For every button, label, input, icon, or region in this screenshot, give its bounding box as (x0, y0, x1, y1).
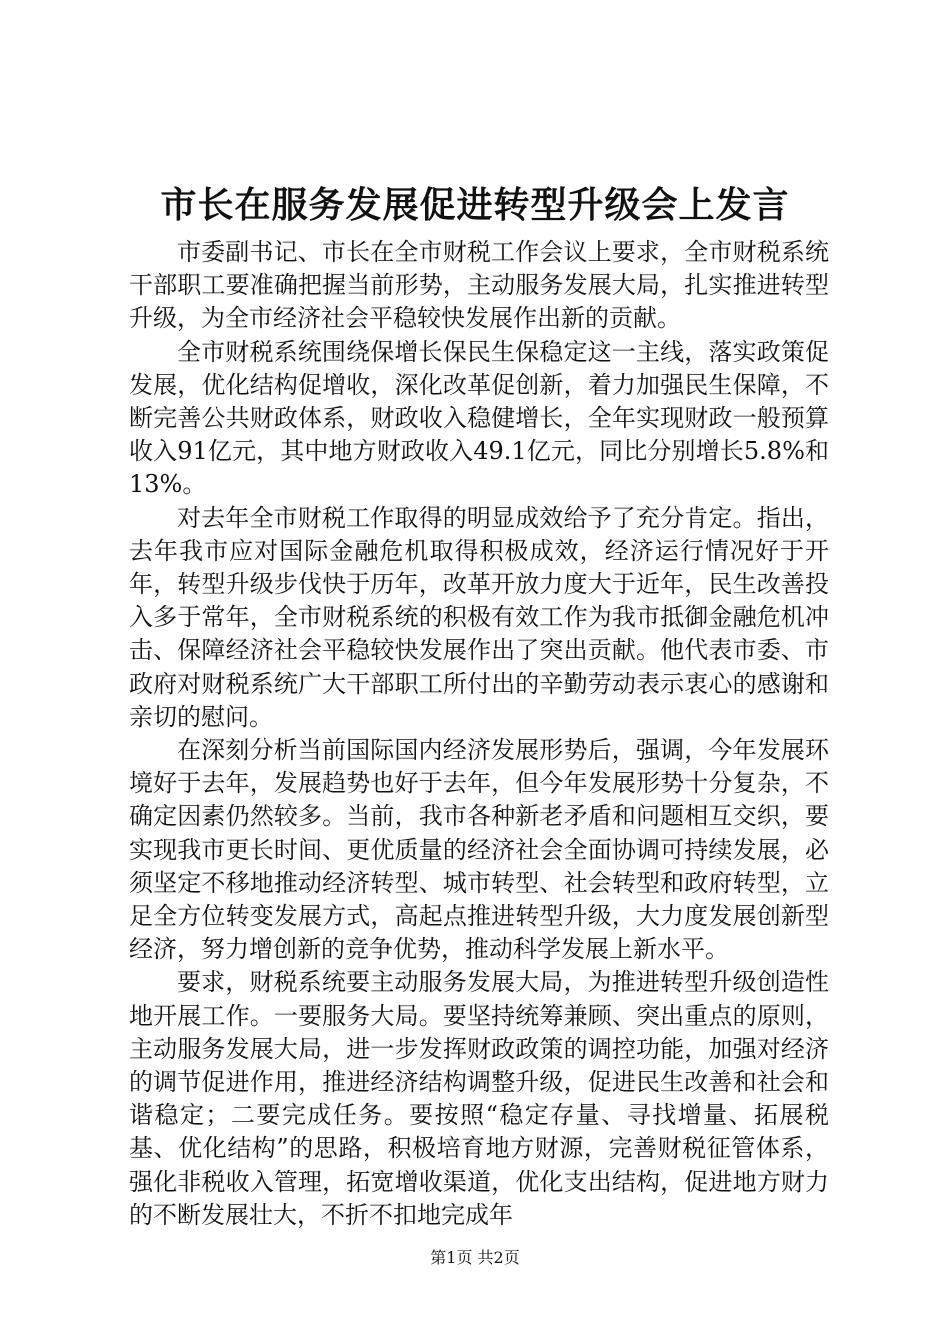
paragraph: 要求，财税系统要主动服务发展大局，为推进转型升级创造性地开展工作。一要服务大局。要坚持统筹兼顾、突出重点的原则，主动服务发展大局，进一步发挥财政政策的调控功能，加强对经济的调节促进作用，推进经济结构调整升级，促进民生改善和社会和谐稳定；二要完成任务。要按照“稳定存量、寻找增量、拓展税基、优化结构”的思路，积极培育地方财源，完善财税征管体系，强化非税收入管理，拓宽增收渠道，优化支出结构，促进地方财力的不断发展壮大，不折不扣地完成年 (129, 968, 829, 1229)
document-body (129, 236, 829, 1232)
page-footer (0, 1247, 950, 1269)
document-title: 市长在服务发展促进转型升级会上发言 (160, 184, 790, 226)
paragraph: 市委副书记、市长在全市财税工作会议上要求，全市财税系统干部职工要准确把握当前形势，主动服务发展大局，扎实推进转型升级，为全市经济社会平稳较快发展作出新的贡献。 (129, 238, 829, 333)
paragraph: 在深刻分析当前国际国内经济发展形势后，强调，今年发展环境好于去年，发展趋势也好于去年，但今年发展形势十分复杂，不确定因素仍然较多。当前，我市各种新老矛盾和问题相互交织，要实现我市更长时间、更优质量的经济社会全面协调可持续发展，必须坚定不移地推动经济转型、城市转型、社会转型和政府转型，立足全方位转变发展方式，高起点推进转型升级，大力度发展创新型经济，努力增创新的竞争优势，推动科学发展上新水平。 (129, 736, 829, 964)
paragraph: 全市财税系统围绕保增长保民生保稳定这一主线，落实政策促发展，优化结构促增收，深化改革促创新，着力加强民生保障，不断完善公共财政体系，财政收入稳健增长，全年实现财政一般预算收入91亿元，其中地方财政收入49.1亿元，同比分别增长5.8%和13%。 (129, 337, 829, 499)
page-indicator: 第1页 共2页 (430, 1248, 520, 1267)
paragraph: 对去年全市财税工作取得的明显成效给予了充分肯定。指出，去年我市应对国际金融危机取得积极成效，经济运行情况好于开年，转型升级步伐快于历年，改革开放力度大于近年，民生改善投入多于常年，全市财税系统的积极有效工作为我市抵御金融危机冲击、保障经济社会平稳较快发展作出了突出贡献。他代表市委、市政府对财税系统广大干部职工所付出的辛勤劳动表示衷心的感谢和亲切的慰问。 (129, 503, 829, 731)
